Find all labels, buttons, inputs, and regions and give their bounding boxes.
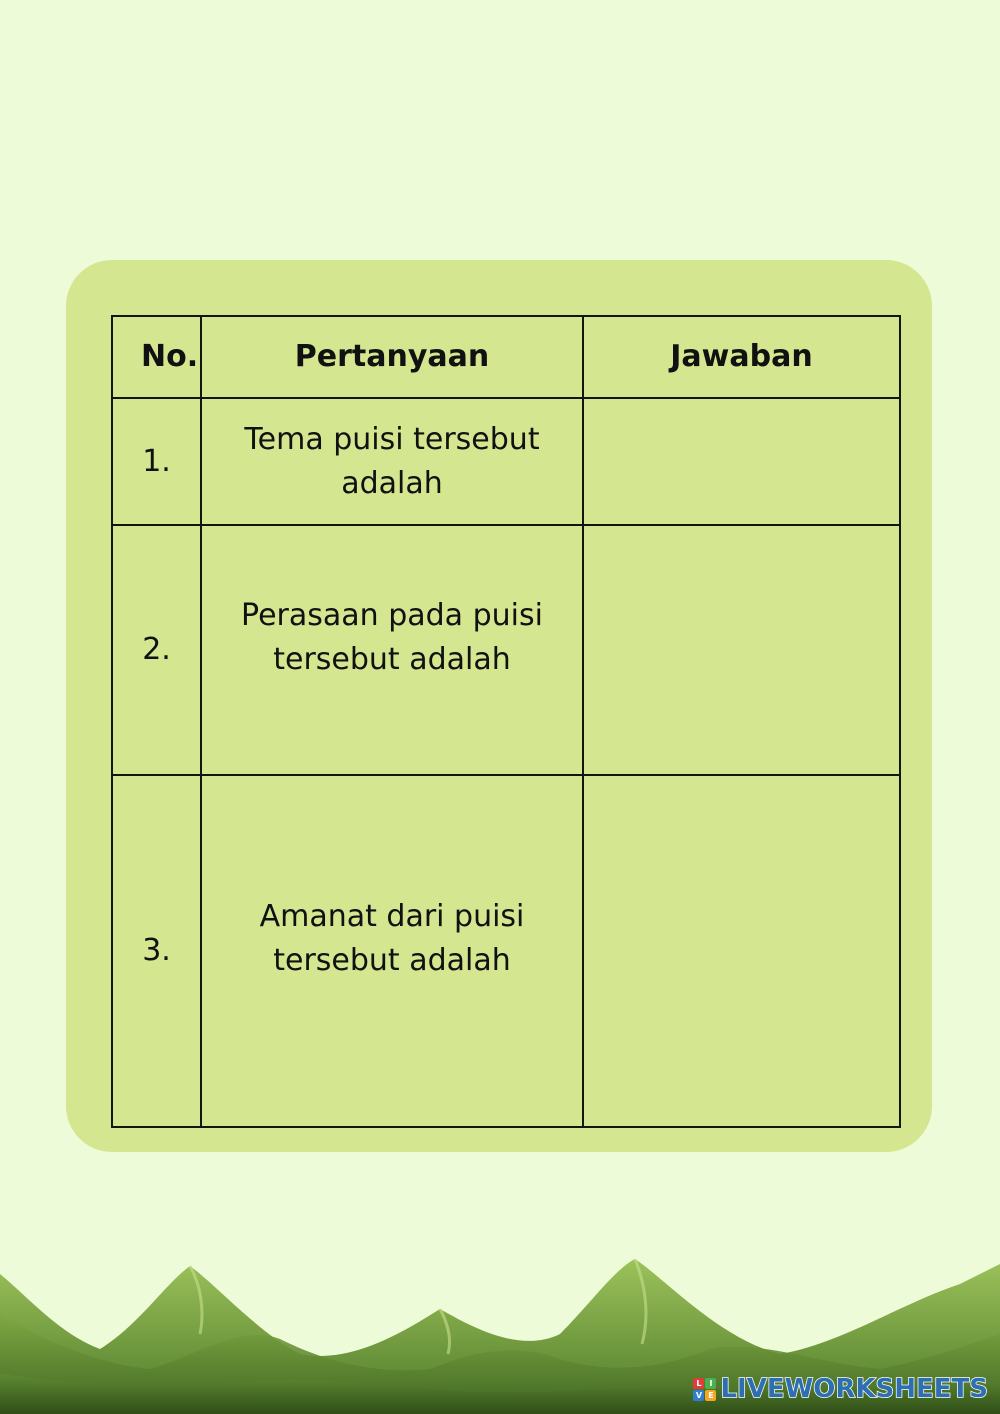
liveworksheets-wordmark: LIVEWORKSHEETS	[720, 1374, 988, 1404]
table-row	[112, 525, 900, 775]
question-cell	[201, 775, 583, 1127]
answer-cell[interactable]	[583, 398, 900, 525]
logo-letter: V	[693, 1390, 704, 1401]
table-row	[112, 775, 900, 1127]
question-cell	[201, 398, 583, 525]
question-text: Perasaan pada puisi tersebut adalah	[241, 598, 543, 677]
question-text: Tema puisi tersebut adalah	[244, 421, 540, 501]
row-number: 3.	[112, 775, 201, 1127]
liveworksheets-logo-icon	[693, 1378, 716, 1401]
question-text: Amanat dari puisi tersebut adalah	[259, 899, 525, 978]
table-row	[112, 398, 900, 525]
header-question: Pertanyaan	[201, 316, 583, 398]
question-cell	[201, 525, 583, 775]
row-number: 1.	[112, 398, 201, 525]
answer-cell[interactable]	[583, 525, 900, 775]
row-number: 2.	[112, 525, 201, 775]
logo-letter: E	[705, 1390, 716, 1401]
question-table	[111, 315, 901, 1128]
header-answer: Jawaban	[583, 316, 900, 398]
liveworksheets-brand	[693, 1374, 988, 1404]
logo-letter: I	[705, 1378, 716, 1389]
logo-letter: L	[693, 1378, 704, 1389]
table-header-row	[112, 316, 900, 398]
header-no: No.	[112, 316, 201, 398]
answer-cell[interactable]	[583, 775, 900, 1127]
